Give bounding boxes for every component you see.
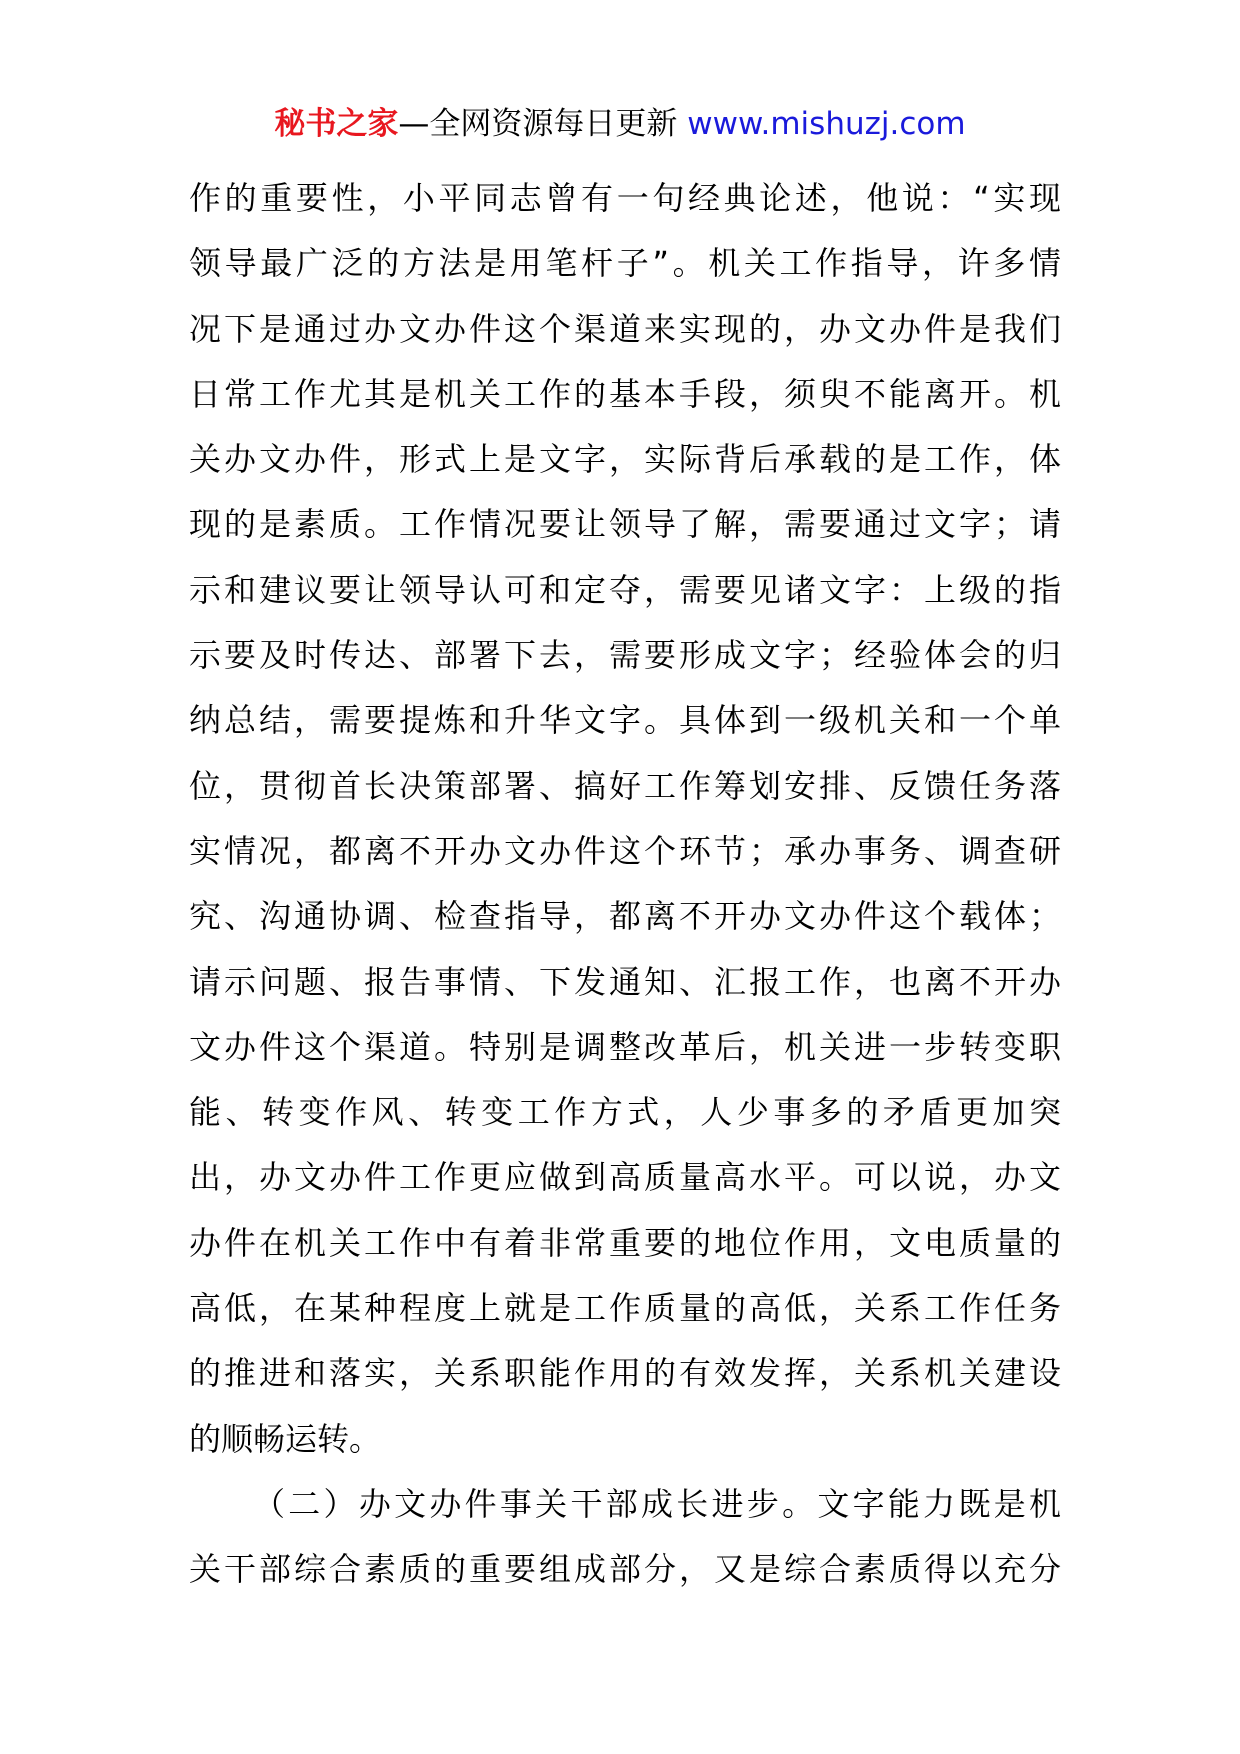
text-line: 文办件这个渠道。特别是调整改革后，机关进一步转变职 [189,1027,1061,1066]
text-line: 办件在机关工作中有着非常重要的地位作用，文电质量的 [189,1223,1061,1262]
text-line: 关干部综合素质的重要组成部分，又是综合素质得以充分 [189,1550,1061,1589]
header-brand: 秘书之家 [274,106,399,142]
text-line: 作的重要性，小平同志曾有一句经典论述，他说：“实现 [189,179,1061,217]
text-line: 示要及时传达、部署下去，需要形成文字；经验体会的归 [189,636,1061,675]
text-line: 日常工作尤其是机关工作的基本手段，须臾不能离开。机 [189,374,1061,413]
text-line: 现的是素质。工作情况要让领导了解，需要通过文字；请 [189,505,1061,544]
text-line: 位，贯彻首长决策部署、搞好工作筹划安排、反馈任务落 [189,766,1061,805]
header-url[interactable]: www.mishuzj.com [687,106,966,142]
text-line: 关办文办件，形式上是文字，实际背后承载的是工作，体 [189,440,1061,479]
text-line: 究、沟通协调、检查指导，都离不开办文办件这个载体； [189,897,1061,936]
text-line: 请示问题、报告事情、下发通知、汇报工作，也离不开办 [189,962,1061,1001]
text-line: 领导最广泛的方法是用笔杆子”。机关工作指导，许多情 [189,244,1061,283]
text-line: 的顺畅运转。 [189,1419,382,1458]
text-line: 的推进和落实，关系职能作用的有效发挥，关系机关建设 [189,1354,1061,1393]
text-line: 纳总结，需要提炼和升华文字。具体到一级机关和一个单 [189,701,1061,740]
body-text [189,166,1061,1603]
page-header [0,102,1240,146]
text-line: 出，办文办件工作更应做到高质量高水平。可以说，办文 [189,1158,1061,1197]
text-line: 示和建议要让领导认可和定夺，需要见诸文字：上级的指 [189,570,1061,609]
header-tagline: —全网资源每日更新 [398,106,688,142]
text-line: 能、转变作风、转变工作方式，人少事多的矛盾更加突 [189,1093,1061,1132]
text-line: 况下是通过办文办件这个渠道来实现的，办文办件是我们 [189,309,1061,348]
text-line: 高低，在某种程度上就是工作质量的高低，关系工作任务 [189,1289,1061,1328]
text-line: 实情况，都离不开办文办件这个环节；承办事务、调查研 [189,831,1061,870]
section-heading-line: （二）办文办件事关干部成长进步。文字能力既是机 [253,1484,1061,1523]
